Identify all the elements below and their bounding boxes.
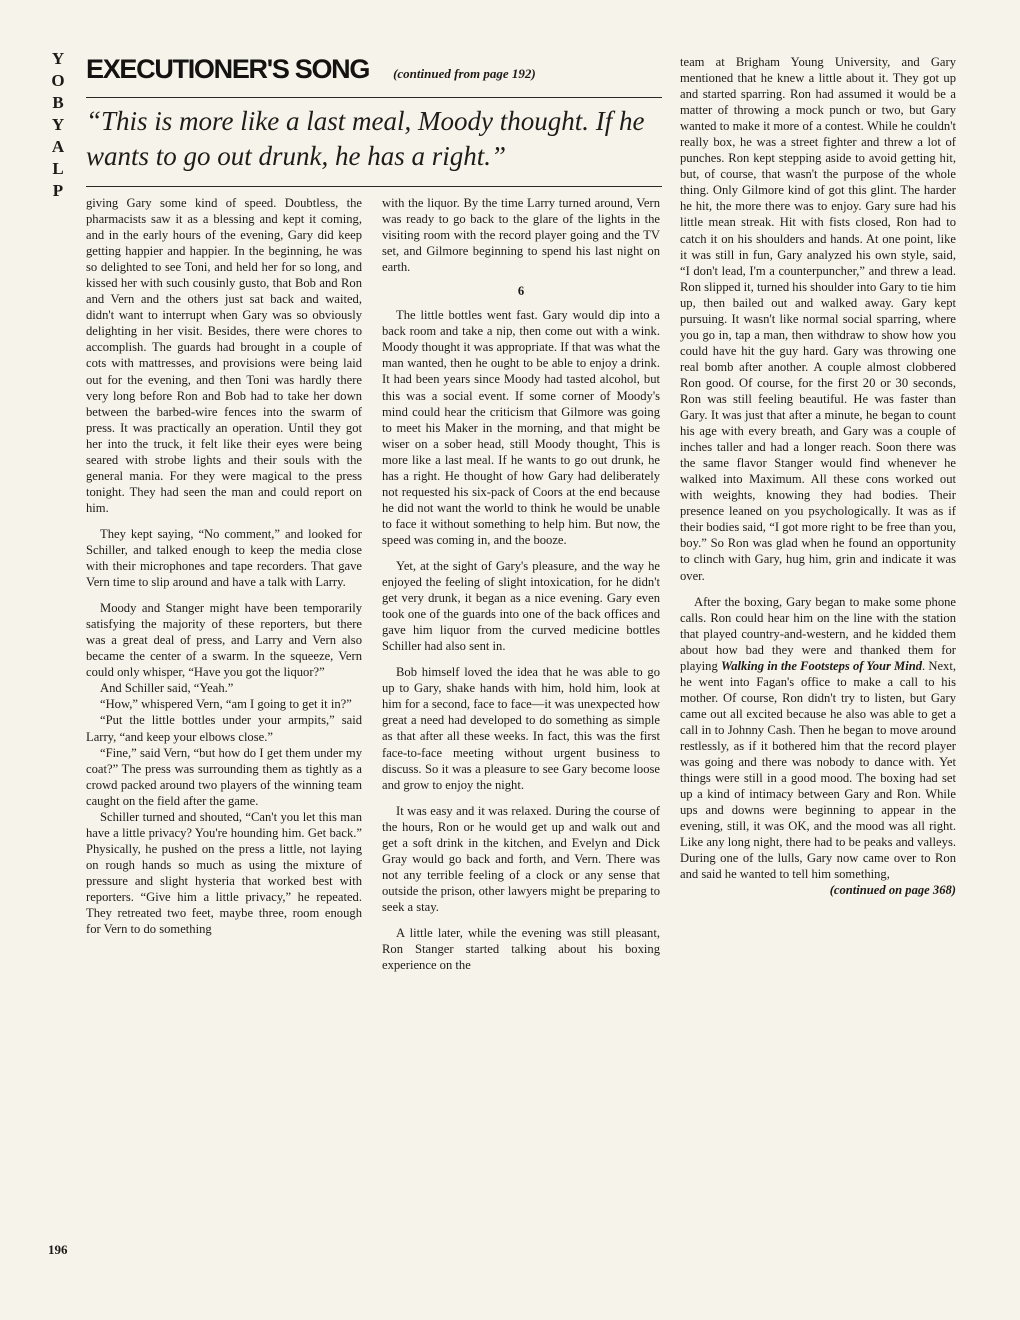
continued-from-note: (continued from page 192) <box>393 66 536 81</box>
paragraph: Bob himself loved the idea that he was able to go up to Gary, shake hands with him, hold him, look at him for a second, face to face—it was unexpected how great a need had developed to do something as simple as that after all these weeks. In fact, this was the first face-to-face meeting without urgent business to discuss. So it was a pleasure to see Gary become loose and grow to enjoy the night. <box>382 665 660 792</box>
paragraph: A little later, while the evening was still pleasant, Ron Stanger started talking about his boxing experience on the <box>382 925 660 973</box>
divider-rule <box>86 97 662 98</box>
paragraph-text: After the boxing, Gary began to make some phone calls. Ron could hear him on the line with the station that played country-and-western, and he kidded them about how bad they were and thanked them for playing <box>680 594 956 673</box>
article-title: EXECUTIONER'S SONG <box>86 54 370 84</box>
page-number: 196 <box>48 1242 68 1257</box>
section-number: 6 <box>517 284 525 299</box>
text-column-1 <box>86 195 362 937</box>
paragraph: Yet, at the sight of Gary's pleasure, and the way he enjoyed the feeling of slight intoxication, for he didn't get very drunk, it began as a nice evening. Gary even took one of the guards into one of the back offices and gave him liquor from the curved medicine bottles Schiller had also sent in. <box>382 558 660 654</box>
paragraph-text: . Next, he went into Fagan's office to make a call to his mother. Of course, Ron didn't try to listen, but Gary came out all excited because he also was able to get a call in to Johnny Cash. Then he began to move around restlessly, as if it bothered him that the record player was going and there was nobody to dance with. Yet things were still in a good mood. The boxing had set up a kind of intimacy between Gary and Ron. While ups and downs were beginning to appear in the evening, still, it was OK, and the mood was all right. Like any long night, there had to be peaks and valleys. During one of the lulls, Gary now came over to Ron and said he wanted to tell him something, <box>680 658 956 882</box>
paragraph: Moody and Stanger might have been temporarily satisfying the majority of these reporters, but there was a great deal of press, and Larry and Vern also became the center of a swarm. In the squeeze, Vern could only whisper, “Have you got the liquor?” <box>86 601 362 680</box>
text-column-2 <box>382 195 660 973</box>
spine-letter: Y <box>51 115 65 134</box>
spine-letter: O <box>51 71 65 90</box>
text-column-3 <box>680 54 956 898</box>
spine-letter: L <box>52 159 64 178</box>
paragraph: “How,” whispered Vern, “am I going to get it in?” <box>100 697 352 712</box>
spine-letter: P <box>52 181 64 200</box>
paragraph: “Fine,” said Vern, “but how do I get them under my coat?” The press was surrounding them as tightly as a crowd packed around two players of the winning team caught on the field after the game. <box>86 745 362 808</box>
paragraph: The little bottles went fast. Gary would dip into a back room and take a nip, then come out with a wink. Moody thought it was appropriate. If that was what the man wanted, then he ought to be able to enjoy a drink. It had been years since Moody had tasted alcohol, but this was a social event. If some corner of Moody's mind could hear the criticism that Gilmore was going to meet his Maker in the morning, and that might be wiser on a sober head, still Moody thought, This is more like a last meal. If he wants to go out drunk, he has a right. He thought of how Gary had deliberately not requested his six-pack of Coors at the end because he did not want the world to think he would be unable to face it without something to help him. But now, the speed was coming in, and the booze. <box>382 308 660 547</box>
spine-letter: B <box>52 93 64 112</box>
pull-quote: “This is more like a last meal, Moody thought. If he wants to go out drunk, he has a right.” <box>86 106 645 171</box>
paragraph: They kept saying, “No comment,” and looked for Schiller, and talked enough to keep the media close with their microphones and tape recorders. That gave Vern time to slip around and have a talk with Larry. <box>86 526 362 590</box>
divider-rule <box>86 186 662 187</box>
continued-on-note: (continued on page 368) <box>829 883 956 898</box>
spine-letter: A <box>51 137 65 156</box>
paragraph: It was easy and it was relaxed. During the course of the hours, Ron or he would get up and walk out and get a soft drink in the kitchen, and Evelyn and Dick Gray would go back and forth, and Vern. There was not any terrible feeling of a clock or any sense that outside the prison, other lawyers might be preparing to seek a stay. <box>382 803 660 914</box>
article-header <box>86 54 666 88</box>
paragraph: And Schiller said, “Yeah.” <box>100 681 234 696</box>
paragraph: team at Brigham Young University, and Gary mentioned that he knew a little about it. They got up and started sparring. Ron had assumed it would be a matter of throwing a mock punch or two, but Gary wanted to make it more of a contest. While he couldn't really box, he was a street fighter and threw a lot of punches. Ron kept stepping aside to avoid getting hit, but, of course, that wasn't the purpose of the whole thing. Only Gilmore kind of got this glint. The harder he hit, the more there was to enjoy. Gary sure had his little mean streak. Hit with fists closed, Ron had to catch it on his shoulders and hands. At one point, like it was still in fun, Gary analyzed his own style, said, “I don't lead, I'm a counterpuncher,” and threw a lead. Ron slipped it, turned his shoulder into Gary to tie him up, then bailed out and walked away. Gary kept pursuing. It wasn't like normal social sparring, where you go in, tap a man, then withdraw to show how you could have hit the guy hard. Gary was throwing one real bomb after another. A couple almost clobbered Ron good. Of course, for the first 20 or 30 seconds, Ron was still feeling beautiful. He was faster than Gary. It was just that after a minute, he began to count his age with every breath, and Gary was a couple of inches taller and had a longer reach. Soon there was the same flavor Stanger would find whenever he walked into Maximum. All these cons worked out with weights, knowing they had bodies. Their presence leaned on you psychologically. It was as if their bodies said, “I got more right to be free than you, boy.” So Ron was glad when he found an opportunity to clinch with Gary, hug him, grin and indicate it was over. <box>680 55 956 583</box>
magazine-spine-label <box>48 48 68 202</box>
paragraph: with the liquor. By the time Larry turned around, Vern was ready to go back to the glare of the lights in the visiting room with the record player going and the TV set, and Gilmore beginning to spend his last night on earth. <box>382 196 660 275</box>
paragraph: “Put the little bottles under your armpits,” said Larry, “and keep your elbows close.” <box>86 713 362 744</box>
paragraph: Schiller turned and shouted, “Can't you let this man have a little privacy? You're hounding him. Get back.” Physically, he pushed on the press a little, not laying on rough hands so much as using the mixture of pressure and slight hysteria that worked best with reporters. “Give him a little privacy,” he repeated. They retreated two feet, maybe three, room enough for Vern to do something <box>86 809 362 937</box>
paragraph: giving Gary some kind of speed. Doubtless, the pharmacists saw it as a blessing and kept it coming, and in the early hours of the evening, Gary did keep getting happier and happier. In the beginning, he was so delighted to see Toni, and held her for so long, and kissed her with such cousinly gusto, that Bob and Ron and Vern and the others just sat back and waited, didn't want to interrupt when Gary was so obviously delighting in her visit. Besides, there were chores to accomplish. The guards had brought in a couple of cots with mattresses, and provisions were being laid out for the evening, and then Toni was hardly there very long before Ron and Bob had to take her down between the barbed-wire fences into the swarm of press. It was practically an operation. Until they got her into the truck, it felt like their eyes were being seared with strobe lights and their souls with the general mania. For they were magical to the press tonight. They had seen the man and could report on him. <box>86 196 362 515</box>
paragraph <box>680 594 956 883</box>
song-title: Walking in the Footsteps of Your Mind <box>720 658 923 673</box>
spine-letter: Y <box>51 49 65 68</box>
